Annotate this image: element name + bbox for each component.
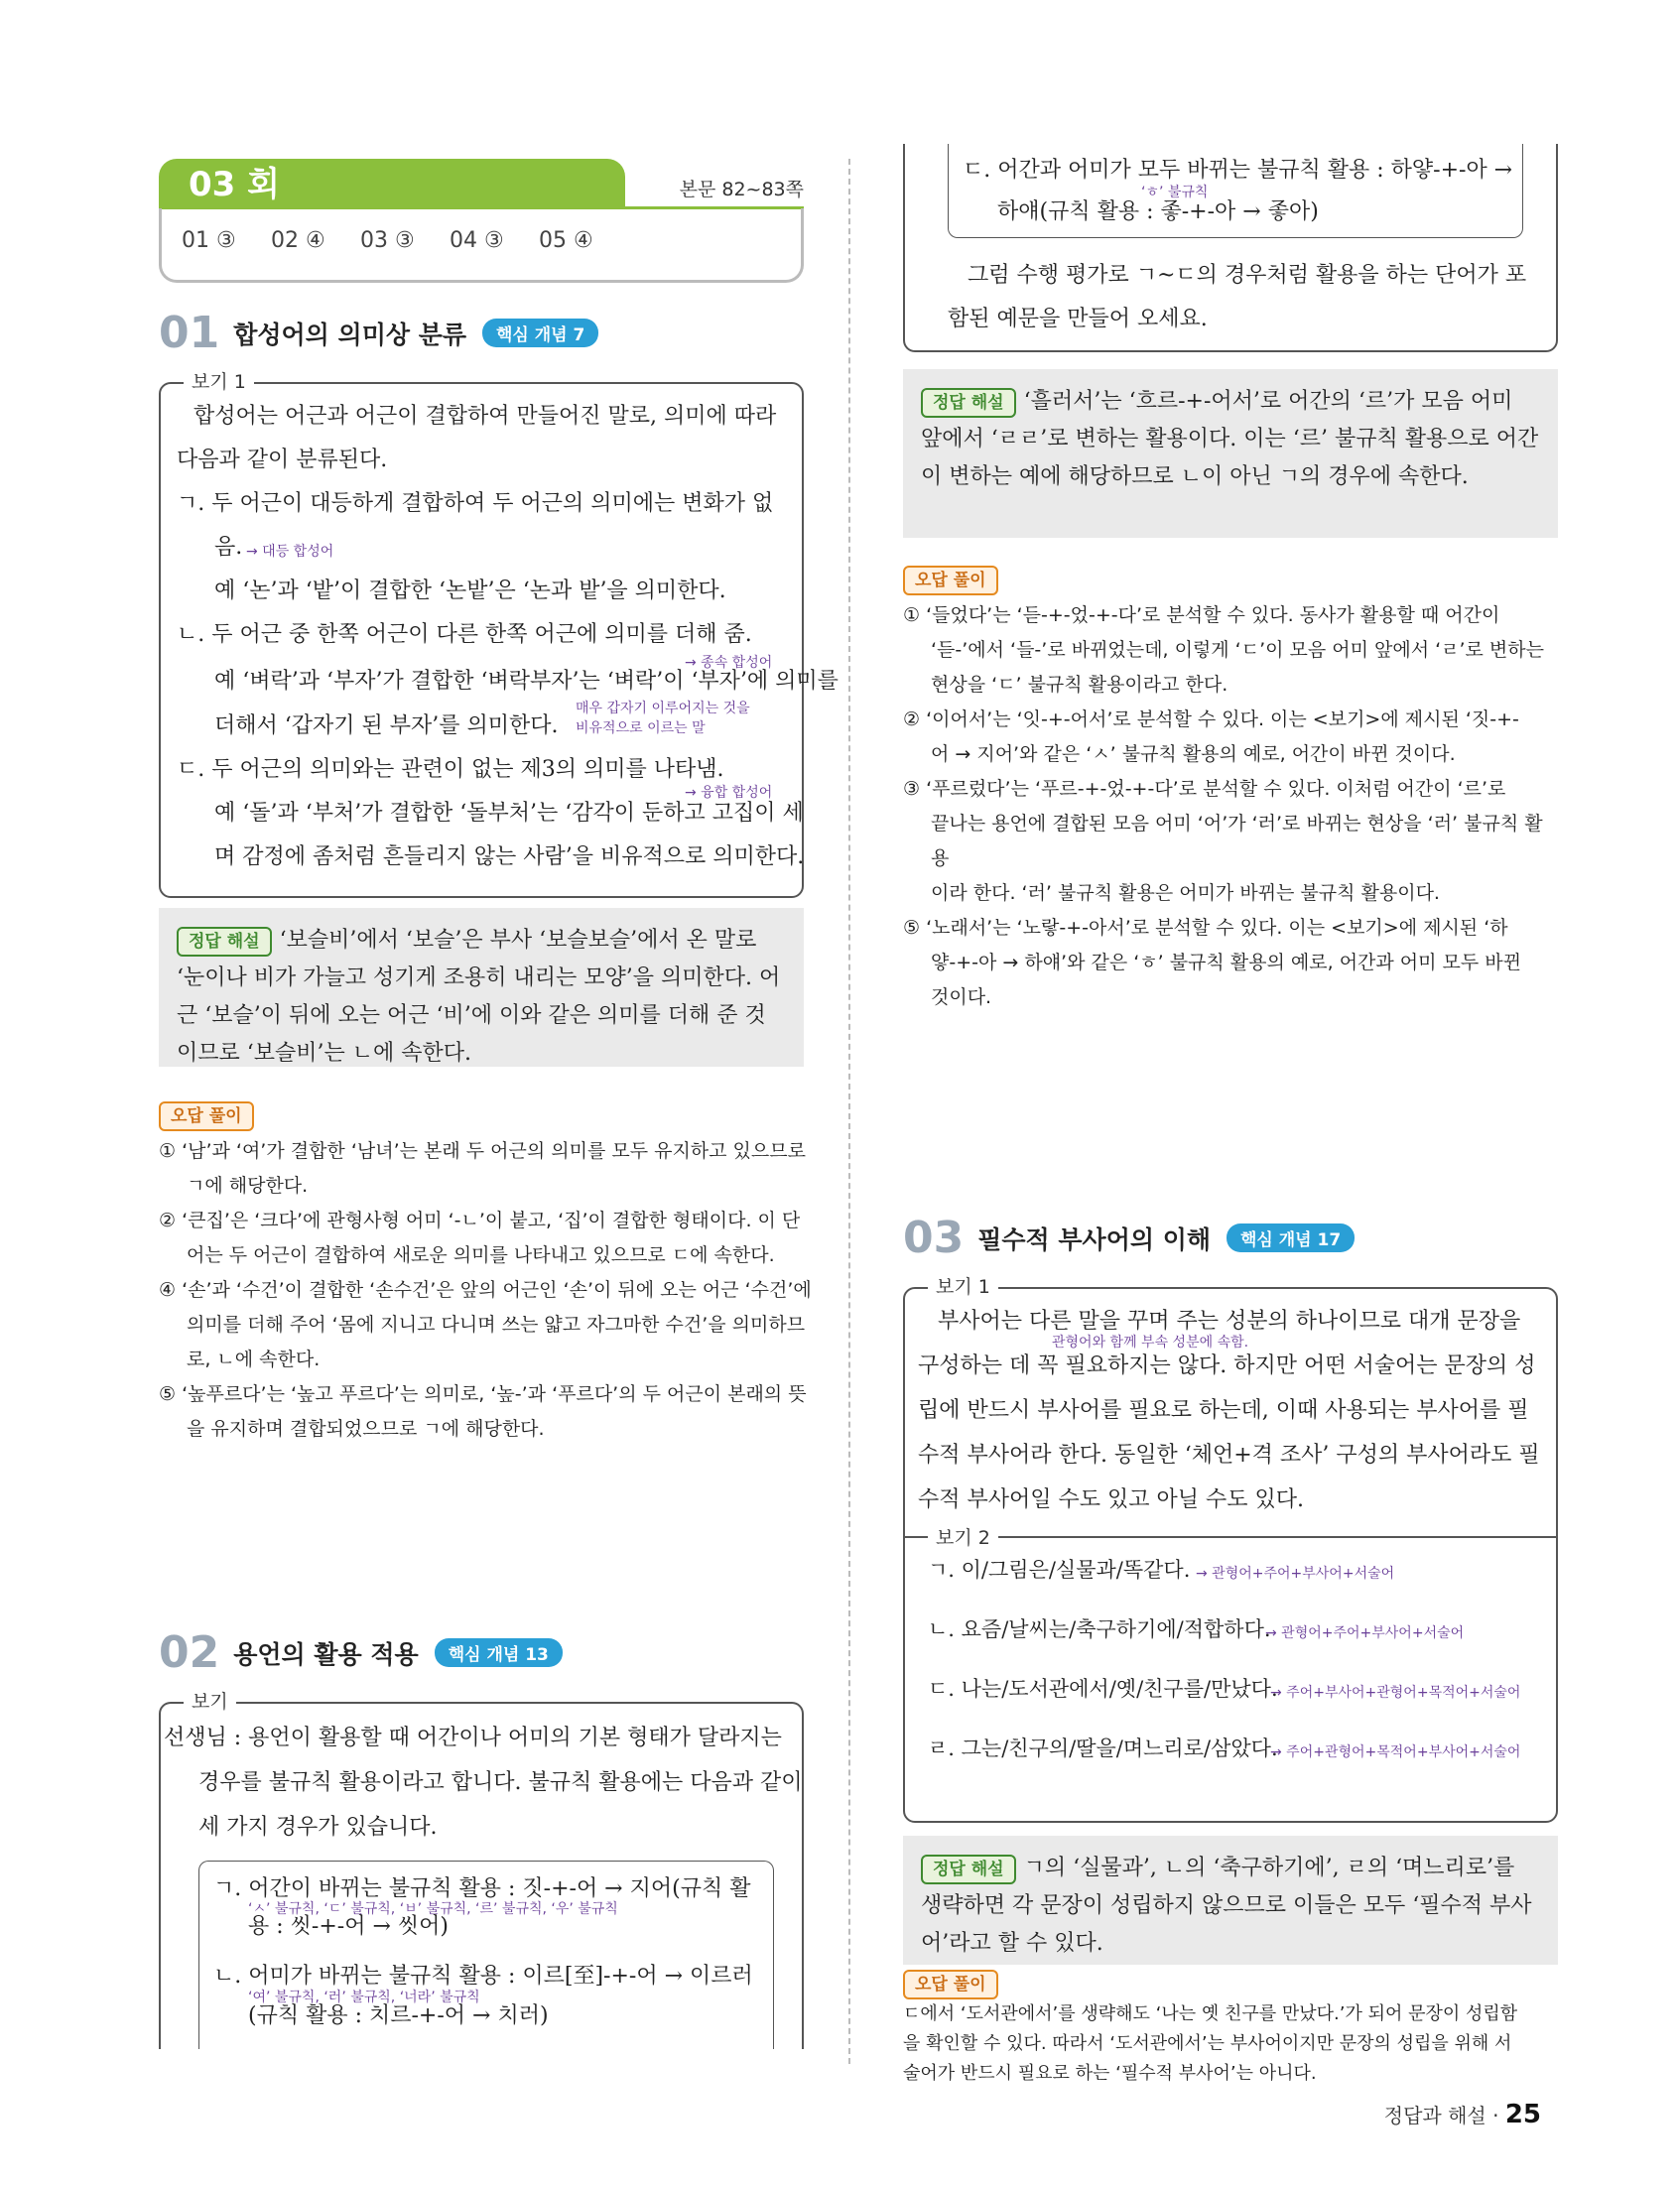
box-line: 합성어는 어근과 어근이 결합하여 만들어진 말로, 의미에 따라 — [194, 404, 777, 429]
annotation: 매우 갑자기 이루어지는 것을 — [576, 701, 750, 716]
wrong-line: 현상을 ‘ㄷ’ 불규칙 활용이라고 한다. — [931, 674, 1228, 696]
box-line: 그럼 수행 평가로 ㄱ~ㄷ의 경우처럼 활용을 하는 단어가 포 — [968, 263, 1527, 288]
annotation: → 관형어+주어+부사어+서술어 — [1265, 1625, 1465, 1641]
section-02-title — [159, 1627, 563, 1678]
wrong-line: 의미를 더해 주어 ‘몸에 지니고 다니며 쓰는 얇고 자그마한 수건’을 의미하므 — [187, 1314, 806, 1336]
wrong-line: 어 → 지어’와 같은 ‘ㅅ’ 불규칙 활용의 예로, 어간이 바뀐 것이다. — [931, 743, 1456, 765]
section-number: 03 — [903, 1213, 965, 1263]
box-line: 음. — [214, 535, 243, 560]
wrong-line: 을 확인할 수 있다. 따라서 ‘도서관에서’는 부사어이지만 문장의 성립을 위해 서 — [903, 2033, 1512, 2054]
wrong-explanations — [903, 598, 1558, 1015]
answer-tag: 정답 해설 — [921, 388, 1016, 418]
answer-explanation — [159, 908, 804, 1067]
box-line: ㄱ. 두 어근이 대등하게 결합하여 두 어근의 의미에는 변화가 없 — [177, 491, 774, 516]
box-line: 예 ‘돌’과 ‘부처’가 결합한 ‘돌부처’는 ‘감각이 둔하고 고집이 세 — [214, 801, 804, 826]
inner-line: ㄴ. 어미가 바뀌는 불규칙 활용 : 이르[至]-+-어 → 이르러 — [213, 1964, 753, 1989]
wrong-tag-wrap — [903, 1970, 998, 1999]
annotation: → 주어+관형어+목적어+부사어+서술어 — [1270, 1744, 1521, 1760]
column-divider — [848, 159, 850, 2064]
box-label: 보기 — [184, 1687, 236, 1714]
wrong-line: 얗-+-아 → 하얘’와 같은 ‘ㅎ’ 불규칙 활용의 예로, 어간과 어미 모두 바뀐 — [931, 952, 1521, 973]
box-line: 예 ‘논’과 ‘밭’이 결합한 ‘논밭’은 ‘논과 밭’을 의미한다. — [214, 579, 726, 603]
section-number: 01 — [159, 308, 220, 358]
answer-explanation — [903, 369, 1558, 538]
section-heading: 필수적 부사어의 이해 — [977, 1224, 1211, 1254]
footer-label: 정답과 해설 — [1383, 2104, 1486, 2127]
answer-tag: 정답 해설 — [177, 927, 272, 957]
answer-item: 01 ③ — [182, 228, 236, 253]
concept-badge: 핵심 개념 13 — [435, 1638, 563, 1667]
annotation: ‘ㅅ’ 불규칙, ‘ㄷ’ 불규칙, ‘ㅂ’ 불규칙, ‘르’ 불규칙, ‘우’ 불규칙 — [248, 1901, 618, 1917]
section-number: 02 — [159, 1627, 220, 1678]
wrong-line: ⑤ ‘높푸르다’는 ‘높고 푸르다’는 의미로, ‘높-’과 ‘푸르다’의 두 어근이 본래의 뜻 — [159, 1383, 807, 1405]
answer-item: 04 ③ — [450, 228, 504, 253]
wrong-line: ㄷ에서 ‘도서관에서’를 생략해도 ‘나는 옛 친구를 만났다.’가 되어 문장이 성립함 — [903, 2003, 1518, 2024]
page-footer: 정답과 해설 · 25 — [1383, 2100, 1541, 2129]
annotation: ‘여’ 불규칙, ‘러’ 불규칙, ‘너라’ 불규칙 — [248, 1990, 480, 2005]
answer-item: 03 ③ — [360, 228, 415, 253]
wrong-line: ② ‘이어서’는 ‘잇-+-어서’로 분석할 수 있다. 이는 <보기>에 제시된 ‘짓-+- — [903, 708, 1519, 730]
answer-item: 02 ④ — [271, 228, 325, 253]
annotation: ‘ㅎ’ 불규칙 — [1141, 185, 1209, 200]
wrong-line: ③ ‘푸르렀다’는 ‘푸르-+-었-+-다’로 분석할 수 있다. 이처럼 어간이 ‘르’로 — [903, 778, 1506, 800]
section-01-title — [159, 308, 598, 358]
box-label: 보기 1 — [184, 367, 254, 394]
answer-text: ‘흘러서’는 ‘흐르-+-어서’로 어간의 ‘르’가 모음 어미 앞에서 ‘ㄹㄹ’로 변하는 활용이다. 이는 ‘르’ 불규칙 활용으로 어간이 변하는 예에 해당하므로 ㄴ이 아닌 ㄱ의 경우에 속한다. — [921, 389, 1539, 489]
box-rule — [903, 1536, 1558, 1538]
annotation: → 관형어+주어+부사어+서술어 — [1196, 1566, 1395, 1582]
annotation: 관형어와 함께 부속 성분에 속함. — [1052, 1335, 1249, 1351]
wrong-line: 어는 두 어근이 결합하여 새로운 의미를 나타내고 있으므로 ㄷ에 속한다. — [187, 1244, 775, 1266]
annotation: → 융합 합성어 — [685, 785, 773, 801]
inner-line: (규칙 활용 : 치르-+-어 → 치러) — [248, 2003, 549, 2028]
inner-line: ㄱ. 어간이 바뀌는 불규칙 활용 : 짓-+-어 → 지어(규칙 활 — [213, 1876, 751, 1901]
box-line: 더해서 ‘갑자기 된 부자’를 의미한다. — [214, 713, 559, 738]
result-header — [159, 159, 804, 283]
wrong-line: ㄱ에 해당한다. — [187, 1175, 309, 1197]
section-heading: 용언의 활용 적용 — [233, 1639, 419, 1669]
answer-item: 05 ④ — [539, 228, 593, 253]
answer-tag: 정답 해설 — [921, 1855, 1016, 1884]
wrong-line: 술어가 반드시 필요로 하는 ‘필수적 부사어’는 아니다. — [903, 2063, 1317, 2084]
wrong-tag: 오답 풀이 — [903, 566, 998, 595]
example-sentence: ㄹ. 그는/친구의/딸을/며느리로/삼았다. — [928, 1737, 1278, 1760]
wrong-explanations — [903, 1999, 1568, 2089]
round-title: 03 회 — [159, 159, 625, 208]
box-label: 보기 2 — [928, 1523, 998, 1550]
wrong-line: ① ‘남’과 ‘여’가 결합한 ‘남녀’는 본래 두 어근의 의미를 모두 유지하고 있으므로 — [159, 1140, 806, 1162]
box-line: 다음과 같이 분류된다. — [177, 448, 388, 472]
box-line: 예 ‘벼락’과 ‘부자’가 결합한 ‘벼락부자’는 ‘벼락’이 ‘부자’에 의미를 — [214, 669, 839, 694]
inner-line: 용 : 씻-+-어 → 씻어) — [248, 1914, 449, 1939]
section-03-title — [903, 1213, 1355, 1263]
wrong-line: 이라 한다. ‘러’ 불규칙 활용은 어미가 바뀌는 불규칙 활용이다. — [931, 882, 1440, 904]
wrong-line: ① ‘들었다’는 ‘듣-+-었-+-다’로 분석할 수 있다. 동사가 활용할 때 어간이 — [903, 604, 1500, 626]
annotation: → 종속 합성어 — [685, 655, 773, 671]
box-line: 구성하는 데 꼭 필요하지는 않다. 하지만 어떤 서술어는 문장의 성 — [918, 1353, 1536, 1378]
annotation: → 대등 합성어 — [246, 544, 334, 560]
section-heading: 합성어의 의미상 분류 — [233, 320, 466, 349]
wrong-line: ‘듣-’에서 ‘들-’로 바뀌었는데, 이렇게 ‘ㄷ’이 모음 어미 앞에서 ‘ㄹ’로 변하는 — [931, 639, 1544, 661]
example-sentence: ㄷ. 나는/도서관에서/옛/친구를/만났다. — [928, 1677, 1278, 1701]
wrong-explanations — [159, 1134, 814, 1447]
wrong-line: 을 유지하며 결합되었으므로 ㄱ에 해당한다. — [187, 1418, 545, 1440]
box-line: 부사어는 다른 말을 꾸며 주는 성분의 하나이므로 대개 문장을 — [938, 1309, 1521, 1334]
page-number: 25 — [1504, 2100, 1541, 2129]
page-reference: 본문 82~83쪽 — [679, 179, 804, 200]
wrong-line: 끝나는 용언에 결합된 모음 어미 ‘어’가 ‘러’로 바뀌는 현상을 ‘러’ 불규칙 활용 — [931, 813, 1543, 869]
box-line: 수적 부사어일 수도 있고 아닐 수도 있다. — [918, 1487, 1304, 1512]
example-sentence: ㄴ. 요즘/날씨는/축구하기에/적합하다. — [928, 1617, 1271, 1641]
answer-key — [159, 208, 804, 283]
annotation: → 주어+부사어+관형어+목적어+서술어 — [1270, 1685, 1521, 1701]
inner-line: 하얘(규칙 활용 : 좋-+-아 → 좋아) — [997, 199, 1319, 224]
example-sentence: ㄱ. 이/그림은/실물과/똑같다. — [928, 1558, 1191, 1582]
wrong-tag-wrap — [903, 566, 998, 595]
box-line: 수적 부사어라 한다. 동일한 ‘체언+격 조사’ 구성의 부사어라도 필 — [918, 1443, 1540, 1468]
box-line: 선생님 : 용언이 활용할 때 어간이나 어미의 기본 형태가 달라지는 — [164, 1726, 782, 1750]
inner-line: ㄷ. 어간과 어미가 모두 바뀌는 불규칙 활용 : 하얗-+-아 → — [963, 158, 1513, 183]
answer-text: ㄱ의 ‘실물과’, ㄴ의 ‘축구하기에’, ㄹ의 ‘며느리로’를 생략하면 각 문장이 성립하지 않으므로 이들은 모두 ‘필수적 부사어’라고 할 수 있다. — [921, 1856, 1532, 1956]
wrong-line: ⑤ ‘노래서’는 ‘노랗-+-아서’로 분석할 수 있다. 이는 <보기>에 제시된 ‘하 — [903, 917, 1508, 939]
wrong-line: ② ‘큰집’은 ‘크다’에 관형사형 어미 ‘-ㄴ’이 붙고, ‘집’이 결합한 형태이다. 이 단 — [159, 1210, 801, 1231]
box-label: 보기 1 — [928, 1272, 998, 1299]
box-line: ㄷ. 두 어근의 의미와는 관련이 없는 제3의 의미를 나타냄. — [177, 757, 724, 782]
concept-badge: 핵심 개념 17 — [1227, 1223, 1355, 1252]
box-line: 경우를 불규칙 활용이라고 합니다. 불규칙 활용에는 다음과 같이 — [198, 1770, 803, 1795]
wrong-tag: 오답 풀이 — [903, 1970, 998, 1999]
box-line: ㄴ. 두 어근 중 한쪽 어근이 다른 한쪽 어근에 의미를 더해 줌. — [177, 622, 752, 647]
wrong-line: 로, ㄴ에 속한다. — [187, 1349, 321, 1370]
box-line: 립에 반드시 부사어를 필요로 하는데, 이때 사용되는 부사어를 필 — [918, 1398, 1529, 1423]
wrong-line: 것이다. — [931, 986, 992, 1008]
box-line: 며 감정에 좀처럼 흔들리지 않는 사람’을 비유적으로 의미한다. — [214, 844, 805, 869]
box-line: 함된 예문을 만들어 오세요. — [948, 307, 1208, 331]
answer-explanation — [903, 1836, 1558, 1965]
annotation: 비유적으로 이르는 말 — [576, 720, 706, 736]
box-line: 세 가지 경우가 있습니다. — [198, 1815, 438, 1840]
wrong-tag-wrap — [159, 1101, 254, 1131]
answer-text: ‘보슬비’에서 ‘보슬’은 부사 ‘보슬보슬’에서 온 말로 ‘눈이나 비가 가늘고 성기게 조용히 내리는 모양’을 의미한다. 어근 ‘보슬’이 뒤에 오는 어근 ‘비’에 이와 같은 의미를 더해 준 것이므로 ‘보슬비’는 ㄴ에 속한다. — [177, 928, 781, 1066]
wrong-tag: 오답 풀이 — [159, 1101, 254, 1131]
wrong-line: ④ ‘손’과 ‘수건’이 결합한 ‘손수건’은 앞의 어근인 ‘손’이 뒤에 오는 어근 ‘수건’에 — [159, 1279, 812, 1301]
concept-badge: 핵심 개념 7 — [482, 319, 598, 347]
